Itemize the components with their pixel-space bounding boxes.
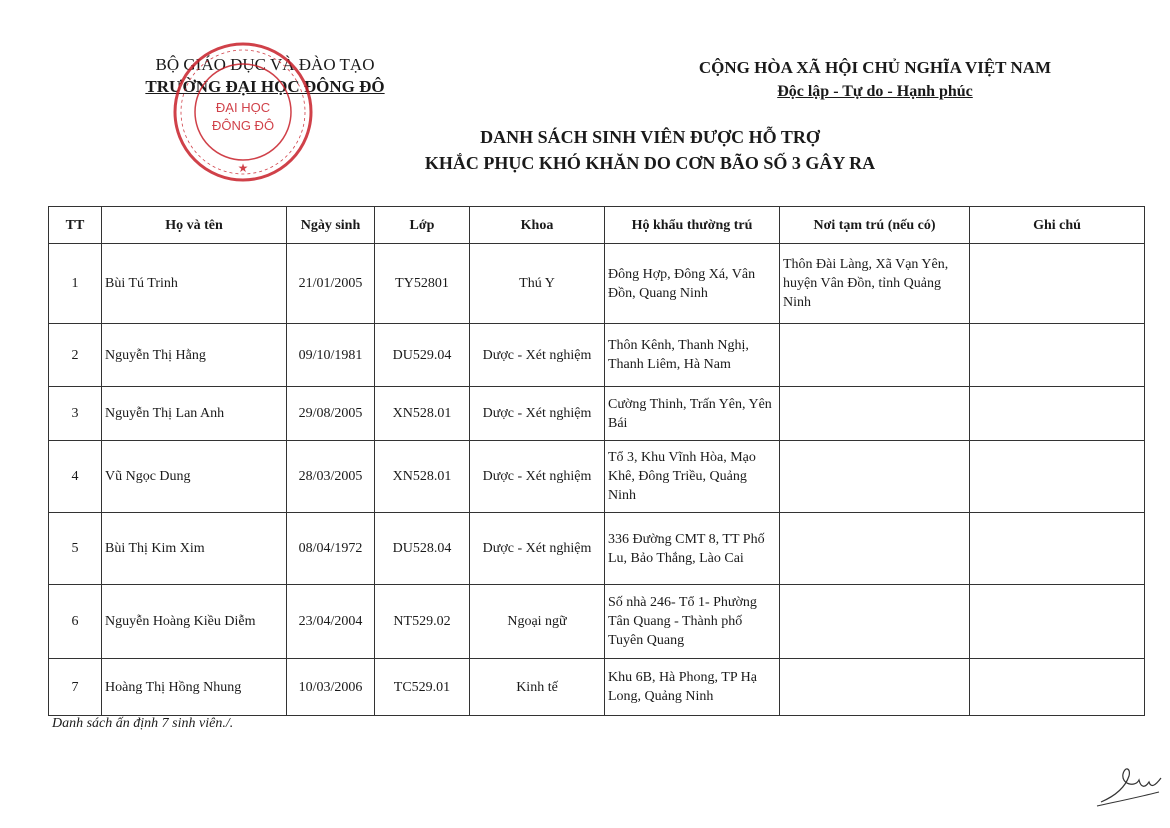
cell-note bbox=[970, 513, 1145, 585]
cell-note bbox=[970, 387, 1145, 441]
cell-name: Bùi Tú Trinh bbox=[102, 244, 287, 324]
cell-class: XN528.01 bbox=[375, 387, 470, 441]
cell-class: XN528.01 bbox=[375, 441, 470, 513]
cell-dob: 10/03/2006 bbox=[287, 659, 375, 716]
cell-name: Nguyễn Thị Lan Anh bbox=[102, 387, 287, 441]
cell-tt: 6 bbox=[49, 585, 102, 659]
table-row bbox=[49, 324, 1145, 387]
table-row bbox=[49, 513, 1145, 585]
cell-dob: 08/04/1972 bbox=[287, 513, 375, 585]
col-header-name: Họ và tên bbox=[102, 207, 287, 244]
cell-tt: 3 bbox=[49, 387, 102, 441]
cell-temporary-address bbox=[780, 441, 970, 513]
col-header-dob: Ngày sinh bbox=[287, 207, 375, 244]
col-header-class: Lớp bbox=[375, 207, 470, 244]
cell-note bbox=[970, 659, 1145, 716]
university-name: TRƯỜNG ĐẠI HỌC ĐÔNG ĐÔ bbox=[145, 77, 385, 96]
cell-faculty: Ngoại ngữ bbox=[470, 585, 605, 659]
cell-faculty: Dược - Xét nghiệm bbox=[470, 387, 605, 441]
cell-note bbox=[970, 585, 1145, 659]
cell-dob: 09/10/1981 bbox=[287, 324, 375, 387]
col-header-tt: TT bbox=[49, 207, 102, 244]
table-row bbox=[49, 659, 1145, 716]
col-header-faculty: Khoa bbox=[470, 207, 605, 244]
cell-name: Vũ Ngọc Dung bbox=[102, 441, 287, 513]
table-row bbox=[49, 244, 1145, 324]
footnote: Danh sách ấn định 7 sinh viên./. bbox=[52, 716, 234, 731]
cell-dob: 29/08/2005 bbox=[287, 387, 375, 441]
cell-permanent-address: Cường Thinh, Trấn Yên, Yên Bái bbox=[605, 387, 780, 441]
title-line2: KHẮC PHỤC KHÓ KHĂN DO CƠN BÃO SỐ 3 GÂY RA bbox=[424, 153, 876, 173]
cell-temporary-address: Thôn Đài Làng, Xã Vạn Yên, huyện Vân Đồn, tỉnh Quảng Ninh bbox=[780, 244, 970, 324]
cell-faculty: Dược - Xét nghiệm bbox=[470, 441, 605, 513]
col-header-permanent-address: Hộ khẩu thường trú bbox=[605, 207, 780, 244]
seal-text-line2: ĐÔNG ĐÔ bbox=[211, 118, 275, 133]
national-motto-block bbox=[655, 56, 1095, 104]
ministry-name: BỘ GIÁO DỤC VÀ ĐÀO TẠO bbox=[155, 55, 375, 74]
cell-temporary-address bbox=[780, 585, 970, 659]
cell-permanent-address: Thôn Kênh, Thanh Nghị, Thanh Liêm, Hà Nam bbox=[605, 324, 780, 387]
cell-faculty: Thú Y bbox=[470, 244, 605, 324]
cell-faculty: Kinh tế bbox=[470, 659, 605, 716]
cell-class: TY52801 bbox=[375, 244, 470, 324]
cell-permanent-address: 336 Đường CMT 8, TT Phố Lu, Bảo Thắng, Lào Cai bbox=[605, 513, 780, 585]
col-header-note: Ghi chú bbox=[970, 207, 1145, 244]
cell-name: Nguyễn Hoàng Kiều Diễm bbox=[102, 585, 287, 659]
document-title bbox=[250, 124, 1050, 176]
cell-name: Bùi Thị Kim Xim bbox=[102, 513, 287, 585]
cell-faculty: Dược - Xét nghiệm bbox=[470, 513, 605, 585]
svg-text:★: ★ bbox=[237, 161, 249, 175]
cell-tt: 5 bbox=[49, 513, 102, 585]
cell-temporary-address bbox=[780, 659, 970, 716]
cell-tt: 7 bbox=[49, 659, 102, 716]
cell-temporary-address bbox=[780, 324, 970, 387]
signature bbox=[1095, 758, 1165, 808]
cell-dob: 28/03/2005 bbox=[287, 441, 375, 513]
cell-tt: 4 bbox=[49, 441, 102, 513]
title-line1: DANH SÁCH SINH VIÊN ĐƯỢC HỖ TRỢ bbox=[480, 127, 820, 147]
cell-class: DU529.04 bbox=[375, 324, 470, 387]
cell-faculty: Dược - Xét nghiệm bbox=[470, 324, 605, 387]
col-header-temporary-address: Nơi tạm trú (nếu có) bbox=[780, 207, 970, 244]
cell-permanent-address: Đông Hợp, Đông Xá, Vân Đồn, Quang Ninh bbox=[605, 244, 780, 324]
country-name: CỘNG HÒA XÃ HỘI CHỦ NGHĨA VIỆT NAM bbox=[698, 58, 1052, 77]
cell-temporary-address bbox=[780, 513, 970, 585]
cell-dob: 23/04/2004 bbox=[287, 585, 375, 659]
table-row bbox=[49, 441, 1145, 513]
cell-note bbox=[970, 441, 1145, 513]
table-row bbox=[49, 585, 1145, 659]
cell-class: TC529.01 bbox=[375, 659, 470, 716]
table-header-row bbox=[49, 207, 1145, 244]
cell-dob: 21/01/2005 bbox=[287, 244, 375, 324]
seal-text-line1: ĐẠI HỌC bbox=[215, 100, 271, 115]
cell-note bbox=[970, 324, 1145, 387]
table-row bbox=[49, 387, 1145, 441]
cell-temporary-address bbox=[780, 387, 970, 441]
cell-permanent-address: Khu 6B, Hà Phong, TP Hạ Long, Quảng Ninh bbox=[605, 659, 780, 716]
cell-name: Hoàng Thị Hồng Nhung bbox=[102, 659, 287, 716]
student-list-table bbox=[48, 206, 1145, 716]
cell-class: NT529.02 bbox=[375, 585, 470, 659]
cell-tt: 2 bbox=[49, 324, 102, 387]
cell-permanent-address: Tổ 3, Khu Vĩnh Hòa, Mạo Khê, Đông Triều, Quảng Ninh bbox=[605, 441, 780, 513]
motto: Độc lập - Tự do - Hạnh phúc bbox=[777, 83, 973, 100]
cell-name: Nguyễn Thị Hằng bbox=[102, 324, 287, 387]
cell-permanent-address: Số nhà 246- Tổ 1- Phường Tân Quang - Thành phố Tuyên Quang bbox=[605, 585, 780, 659]
cell-tt: 1 bbox=[49, 244, 102, 324]
cell-note bbox=[970, 244, 1145, 324]
cell-class: DU528.04 bbox=[375, 513, 470, 585]
